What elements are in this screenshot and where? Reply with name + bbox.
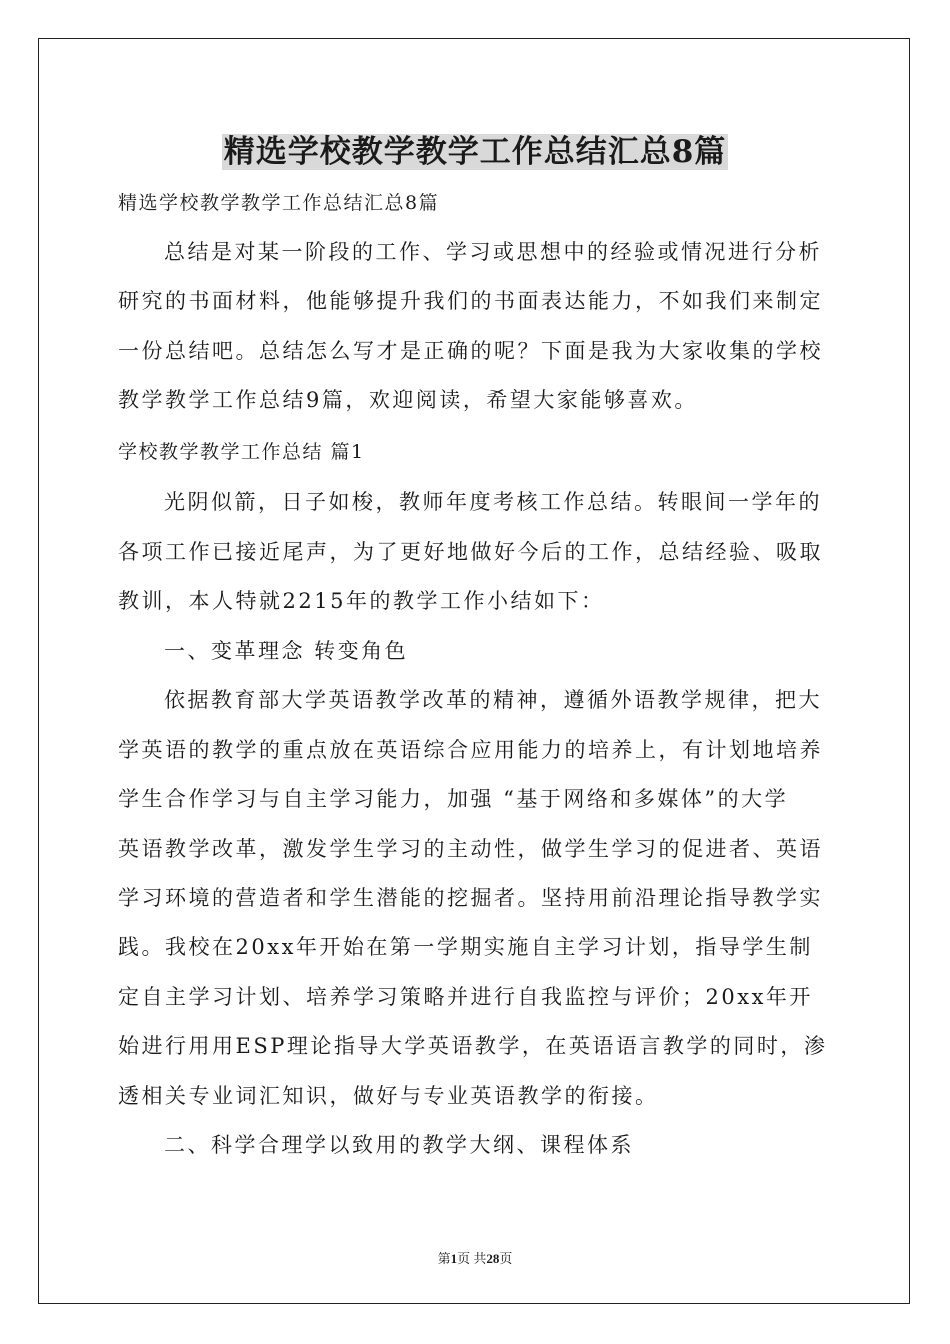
paragraph-line: 依据教育部大学英语教学改革的精神，遵循外语教学规律，把大 [164,688,822,712]
paragraph-line: 各项工作已接近尾声，为了更好地做好今后的工作，总结经验、吸取 [118,540,823,564]
page-border [38,38,910,1304]
subsection-heading: 二、科学合理学以致用的教学大纲、课程体系 [164,1133,634,1157]
paragraph-line: 教学教学工作总结9篇，欢迎阅读，希望大家能够喜欢。 [118,388,698,412]
paragraph-line: 总结是对某一阶段的工作、学习或思想中的经验或情况进行分析 [164,240,822,264]
document-title: 精选学校教学教学工作总结汇总8篇 [223,134,727,170]
total-pages: 28 [486,1251,500,1266]
paragraph-line: 践。我校在20xx年开始在第一学期实施自主学习计划，指导学生制 [118,935,813,959]
page-number: 1 [450,1251,458,1266]
paragraph-line: 学英语的教学的重点放在英语综合应用能力的培养上，有计划地培养 [118,738,823,762]
paragraph-line: 光阴似箭，日子如梭，教师年度考核工作总结。转眼间一学年的 [164,490,822,514]
page-footer: 第1页 共28页 [437,1251,513,1266]
paragraph-line: 英语教学改革，激发学生学习的主动性，做学生学习的促进者、英语 [118,837,823,861]
paragraph-line: 学生合作学习与自主学习能力，加强 “基于网络和多媒体”的大学 [118,787,789,811]
paragraph-line: 定自主学习计划、培养学习策略并进行自我监控与评价；20xx年开 [118,985,813,1009]
paragraph-line: 学习环境的营造者和学生潜能的挖掘者。坚持用前沿理论指导教学实 [118,886,823,910]
section-heading: 学校教学教学工作总结 篇1 [118,441,365,463]
paragraph-line: 始进行用用ESP理论指导大学英语教学，在英语语言教学的同时，渗 [118,1034,828,1058]
paragraph-line: 一份总结吧。总结怎么写才是正确的呢？下面是我为大家收集的学校 [118,339,823,363]
document-subtitle: 精选学校教学教学工作总结汇总8篇 [118,192,440,214]
paragraph-line: 研究的书面材料，他能够提升我们的书面表达能力，不如我们来制定 [118,289,823,313]
paragraph-line: 教训，本人特就2215年的教学工作小结如下： [118,589,605,613]
paragraph-line: 透相关专业词汇知识，做好与专业英语教学的衔接。 [118,1084,659,1108]
subsection-heading: 一、变革理念 转变角色 [164,639,409,663]
